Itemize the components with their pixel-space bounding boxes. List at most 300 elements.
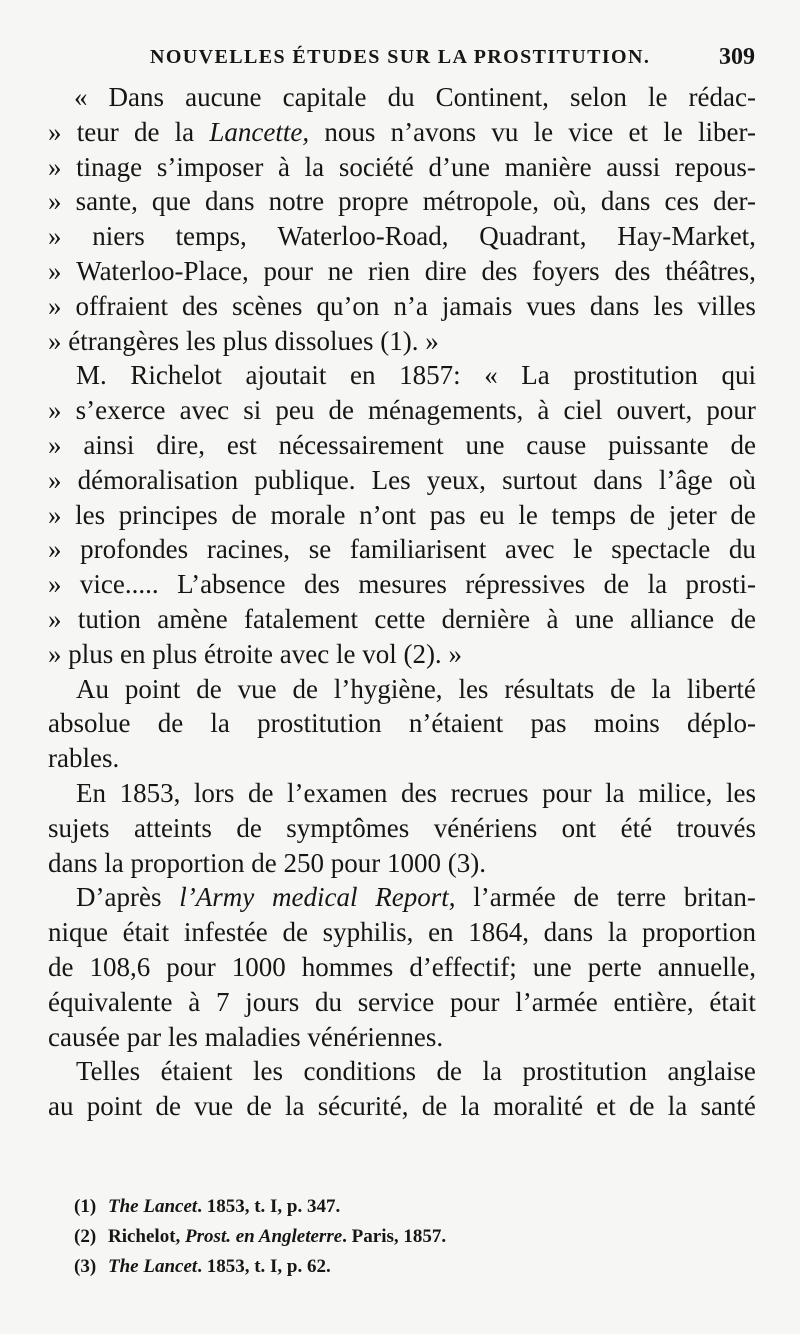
word: étroite bbox=[204, 638, 280, 669]
word: » bbox=[448, 638, 462, 669]
word: scènes bbox=[231, 290, 303, 321]
word: vice bbox=[568, 116, 614, 147]
word: à bbox=[537, 395, 550, 426]
footnote bbox=[74, 1222, 724, 1252]
word: s’imposer bbox=[156, 151, 264, 182]
page-number: 309 bbox=[719, 43, 755, 70]
word: morale bbox=[270, 499, 346, 530]
word: dans bbox=[543, 917, 594, 948]
word: dans bbox=[205, 186, 255, 217]
word: aussi bbox=[606, 151, 661, 182]
word: » bbox=[48, 116, 62, 147]
word: jours bbox=[245, 986, 300, 1017]
word: du bbox=[728, 534, 756, 565]
text-line bbox=[48, 532, 756, 567]
word: l’âge bbox=[658, 464, 713, 495]
word: temps, bbox=[175, 221, 247, 252]
word: se bbox=[308, 534, 332, 565]
word: milice, bbox=[638, 777, 713, 808]
word: La bbox=[521, 360, 550, 391]
word: sujets bbox=[48, 812, 110, 843]
word: pas bbox=[429, 499, 466, 530]
word: pour bbox=[706, 395, 756, 426]
word: point bbox=[124, 673, 181, 704]
word: qui bbox=[721, 360, 756, 391]
word: syphilis, bbox=[322, 917, 414, 948]
word: repous- bbox=[674, 151, 756, 182]
word: de bbox=[48, 951, 74, 982]
word: vénériennes. bbox=[307, 1021, 444, 1052]
word: » bbox=[48, 186, 62, 217]
word: vice..... bbox=[79, 569, 159, 600]
word: du bbox=[315, 986, 342, 1017]
text-line bbox=[48, 776, 756, 811]
word: » bbox=[48, 638, 69, 669]
word: des bbox=[303, 569, 340, 600]
word: vénériens bbox=[433, 812, 538, 843]
word: eu bbox=[479, 499, 505, 530]
word: manière bbox=[504, 151, 592, 182]
word: » bbox=[48, 255, 62, 286]
word: amène bbox=[157, 603, 228, 634]
word: l’armée bbox=[473, 882, 556, 913]
text-line bbox=[48, 150, 756, 185]
word: de bbox=[629, 499, 656, 530]
word: notre bbox=[268, 186, 325, 217]
word: était bbox=[122, 917, 170, 948]
text-line bbox=[48, 80, 756, 115]
word: medical bbox=[271, 882, 358, 913]
text-line bbox=[48, 1020, 756, 1055]
word: métropole, bbox=[422, 186, 539, 217]
word: fatalement bbox=[244, 603, 358, 634]
footnote bbox=[74, 1192, 724, 1222]
word: de bbox=[247, 777, 274, 808]
word: jamais bbox=[441, 290, 513, 321]
word: hommes bbox=[301, 951, 394, 982]
word: de bbox=[573, 882, 599, 913]
word: de bbox=[610, 673, 636, 704]
word: de bbox=[730, 499, 756, 530]
word: les bbox=[253, 1056, 284, 1087]
text-line bbox=[48, 393, 756, 428]
word: avec bbox=[279, 638, 336, 669]
word: pour bbox=[166, 951, 216, 982]
word: n’avons bbox=[390, 116, 477, 147]
text-line bbox=[48, 115, 756, 150]
word: Telles bbox=[76, 1056, 141, 1087]
word: des bbox=[614, 255, 651, 286]
word: 108,6 bbox=[89, 951, 151, 982]
word: Dans bbox=[108, 82, 165, 112]
word: ouvert, bbox=[616, 395, 693, 426]
word: principes bbox=[118, 499, 218, 530]
word: d’effectif; bbox=[409, 951, 517, 982]
word: étrangères bbox=[68, 325, 186, 356]
text-line bbox=[48, 637, 756, 672]
word: 1853, bbox=[119, 777, 181, 808]
word: des bbox=[481, 255, 518, 286]
word: « bbox=[74, 82, 88, 112]
body-text bbox=[48, 80, 756, 1124]
word: de bbox=[328, 395, 354, 426]
word: le bbox=[647, 82, 668, 112]
word: n’ont bbox=[359, 499, 417, 530]
word: la bbox=[647, 569, 668, 600]
word: peu bbox=[275, 395, 315, 426]
word: prosti- bbox=[685, 569, 756, 600]
word: « bbox=[484, 360, 498, 391]
word: dans bbox=[593, 464, 643, 495]
word: plus bbox=[222, 325, 275, 356]
word: les bbox=[185, 325, 223, 356]
word: ciel bbox=[563, 395, 603, 426]
word: publique. bbox=[254, 464, 356, 495]
word: au bbox=[48, 1091, 74, 1122]
word: Hay-Market, bbox=[617, 221, 756, 252]
word: profondes bbox=[80, 534, 189, 565]
word: de bbox=[196, 673, 222, 704]
text-line bbox=[48, 811, 756, 846]
word: théâtres, bbox=[665, 255, 756, 286]
text-line bbox=[48, 1054, 756, 1089]
word: Au bbox=[76, 673, 109, 704]
word: 1000 bbox=[231, 951, 286, 982]
word: puissante bbox=[608, 429, 709, 460]
word: et bbox=[628, 116, 649, 147]
word: santé bbox=[700, 1091, 756, 1122]
word: si bbox=[243, 395, 262, 426]
word: des bbox=[401, 777, 437, 808]
word: de bbox=[155, 1091, 181, 1122]
word: (1). bbox=[380, 325, 426, 356]
word: de bbox=[251, 847, 284, 878]
word: équivalente bbox=[48, 986, 173, 1017]
word: la bbox=[285, 1091, 305, 1122]
word: dans bbox=[600, 186, 651, 217]
word: prostitution bbox=[522, 1056, 647, 1087]
word: par bbox=[126, 1021, 168, 1052]
text-line bbox=[48, 672, 756, 707]
word: de bbox=[282, 917, 308, 948]
word: de bbox=[292, 673, 318, 704]
word: teur bbox=[76, 116, 119, 147]
footnote-text: The Lancet. 1853, t. I, p. 62. bbox=[108, 1256, 331, 1277]
word: avec bbox=[179, 395, 230, 426]
text-line bbox=[48, 428, 756, 463]
word: n’étaient bbox=[408, 708, 504, 739]
word: temps bbox=[551, 499, 617, 530]
word: infestée bbox=[183, 917, 268, 948]
word: L’absence bbox=[177, 569, 286, 600]
word: pas bbox=[530, 708, 567, 739]
word: » bbox=[48, 603, 62, 634]
word: que bbox=[151, 186, 191, 217]
word: de bbox=[133, 116, 160, 147]
word: pour bbox=[449, 986, 500, 1017]
word: de bbox=[436, 1056, 462, 1087]
word: capitale bbox=[282, 82, 367, 112]
word: foyers bbox=[532, 255, 600, 286]
text-line bbox=[48, 915, 756, 950]
word: est bbox=[226, 429, 257, 460]
word: » bbox=[48, 569, 62, 600]
word: » bbox=[48, 395, 62, 426]
word: terre bbox=[616, 882, 667, 913]
word: la bbox=[210, 708, 230, 739]
word: service bbox=[357, 986, 435, 1017]
word: cause bbox=[526, 429, 587, 460]
word: 7 bbox=[215, 986, 230, 1017]
word: 1857: bbox=[399, 360, 461, 391]
word: perte bbox=[587, 951, 642, 982]
word: qu’on bbox=[316, 290, 380, 321]
word: plus bbox=[152, 638, 205, 669]
word: en bbox=[120, 638, 153, 669]
word: » bbox=[48, 499, 62, 530]
word: d’une bbox=[428, 151, 490, 182]
word: » bbox=[48, 290, 62, 321]
word: une bbox=[574, 603, 614, 634]
text-line bbox=[48, 846, 756, 881]
word: de bbox=[157, 708, 184, 739]
word: des bbox=[181, 290, 218, 321]
footnote-text: Richelot, Prost. en Angleterre. Paris, 1857. bbox=[108, 1226, 447, 1247]
word: la bbox=[605, 777, 625, 808]
word: point bbox=[86, 1091, 143, 1122]
word: » bbox=[48, 429, 62, 460]
word: Richelot bbox=[130, 360, 222, 391]
word: Les bbox=[371, 464, 411, 495]
word: » bbox=[425, 325, 439, 356]
word: villes bbox=[697, 290, 756, 321]
word: entière, bbox=[613, 986, 694, 1017]
word: familiarisent bbox=[349, 534, 487, 565]
word: où bbox=[728, 464, 756, 495]
word: les bbox=[458, 673, 489, 704]
word: avec bbox=[505, 534, 555, 565]
text-line bbox=[48, 1089, 756, 1124]
word: ne bbox=[327, 255, 354, 286]
word: maladies bbox=[204, 1021, 308, 1052]
word: de bbox=[730, 429, 756, 460]
text-line bbox=[48, 324, 756, 359]
word: britan- bbox=[683, 882, 756, 913]
text-line bbox=[48, 880, 756, 915]
word: étaient bbox=[160, 1056, 233, 1087]
running-head bbox=[150, 40, 755, 74]
word: vu bbox=[491, 116, 519, 147]
text-line bbox=[48, 498, 756, 533]
word: démoralisation bbox=[77, 464, 239, 495]
word: de bbox=[730, 603, 756, 634]
text-line bbox=[48, 289, 756, 324]
word: dans bbox=[589, 290, 640, 321]
word: nous bbox=[324, 116, 376, 147]
word: » bbox=[48, 534, 62, 565]
text-line bbox=[48, 254, 756, 289]
word: (2). bbox=[403, 638, 449, 669]
word: symptômes bbox=[286, 812, 410, 843]
word: vue bbox=[194, 1091, 234, 1122]
word: n’a bbox=[393, 290, 428, 321]
running-title: NOUVELLES ÉTUDES SUR LA PROSTITUTION. bbox=[150, 45, 651, 68]
word: Continent, bbox=[435, 82, 549, 112]
word: le bbox=[573, 534, 593, 565]
word: Report, bbox=[375, 882, 456, 913]
word: de bbox=[629, 1091, 655, 1122]
word: » bbox=[48, 221, 62, 252]
word: alliance bbox=[630, 603, 715, 634]
word: résultats bbox=[504, 673, 595, 704]
footnote-marker: (1) bbox=[74, 1196, 97, 1217]
word: les bbox=[167, 1021, 205, 1052]
word: où, bbox=[553, 186, 587, 217]
word: ces bbox=[664, 186, 699, 217]
word: l’hygiène, bbox=[333, 673, 443, 704]
word: 1864, bbox=[468, 917, 529, 948]
footnote-marker: (3) bbox=[74, 1256, 97, 1277]
word: 1000 bbox=[386, 847, 448, 878]
word: atteints bbox=[133, 812, 212, 843]
word: mesures bbox=[358, 569, 447, 600]
text-line bbox=[48, 741, 756, 776]
word: racines, bbox=[206, 534, 291, 565]
word: la bbox=[304, 151, 325, 182]
word: Quadrant, bbox=[479, 221, 587, 252]
word: ménagements, bbox=[368, 395, 524, 426]
word: de bbox=[246, 1091, 272, 1122]
word: répressives bbox=[465, 569, 586, 600]
word: prostitution bbox=[573, 360, 698, 391]
text-line bbox=[48, 219, 756, 254]
word: le bbox=[518, 499, 538, 530]
word: de bbox=[421, 1091, 448, 1122]
word: plus bbox=[68, 638, 121, 669]
word: ajoutait bbox=[245, 360, 327, 391]
footnotes bbox=[74, 1192, 724, 1282]
word: la bbox=[104, 847, 131, 878]
word: proportion bbox=[641, 917, 756, 948]
word: offraient bbox=[75, 290, 168, 321]
word: Lancette, bbox=[209, 116, 310, 147]
word: » bbox=[48, 325, 69, 356]
word: sante, bbox=[75, 186, 138, 217]
footnote-marker: (2) bbox=[74, 1226, 97, 1247]
word: de bbox=[603, 569, 630, 600]
word: à bbox=[546, 603, 559, 634]
word: tution bbox=[77, 603, 141, 634]
word: moralité bbox=[493, 1091, 584, 1122]
word: » bbox=[48, 151, 62, 182]
word: la bbox=[607, 917, 628, 948]
word: » bbox=[48, 464, 62, 495]
word: selon bbox=[569, 82, 627, 112]
word: l’examen bbox=[286, 777, 388, 808]
word: rédac- bbox=[688, 82, 756, 112]
word: une bbox=[465, 429, 505, 460]
word: rien bbox=[367, 255, 410, 286]
word: pour bbox=[263, 255, 313, 286]
word: ainsi bbox=[83, 429, 135, 460]
word: la bbox=[482, 1056, 502, 1087]
word: liber- bbox=[698, 116, 756, 147]
word: spectacle bbox=[611, 534, 711, 565]
word: ont bbox=[561, 812, 597, 843]
word: vol bbox=[362, 638, 404, 669]
word: sécurité, bbox=[317, 1091, 409, 1122]
word: causée bbox=[48, 1021, 127, 1052]
word: trouvés bbox=[676, 812, 756, 843]
word: à bbox=[188, 986, 201, 1017]
word: En bbox=[76, 777, 106, 808]
word: Waterloo-Place, bbox=[76, 255, 249, 286]
word: tinage bbox=[76, 151, 143, 182]
word: aucune bbox=[185, 82, 262, 112]
word: conditions bbox=[303, 1056, 417, 1087]
word: les bbox=[75, 499, 106, 530]
word: 250 bbox=[283, 847, 331, 878]
word: surtout bbox=[502, 464, 578, 495]
word: à bbox=[277, 151, 290, 182]
word: dans bbox=[48, 847, 105, 878]
word: société bbox=[338, 151, 414, 182]
text-line bbox=[48, 602, 756, 637]
text-line bbox=[48, 706, 756, 741]
word: jeter bbox=[668, 499, 717, 530]
word: et bbox=[596, 1091, 616, 1122]
word: cette bbox=[374, 603, 426, 634]
text-line bbox=[48, 567, 756, 602]
word: Waterloo-Road, bbox=[277, 221, 449, 252]
word: déplo- bbox=[686, 708, 756, 739]
word: en bbox=[350, 360, 376, 391]
word: vues bbox=[526, 290, 576, 321]
word: une bbox=[532, 951, 572, 982]
word: dernière bbox=[441, 603, 531, 634]
word: le bbox=[335, 638, 363, 669]
word: (3). bbox=[447, 847, 486, 878]
text-line bbox=[48, 184, 756, 219]
word: annuelle, bbox=[657, 951, 756, 982]
word: dire, bbox=[156, 429, 205, 460]
word: lors bbox=[193, 777, 235, 808]
word: nique bbox=[48, 917, 108, 948]
word: proportion bbox=[130, 847, 252, 878]
text-line bbox=[48, 358, 756, 393]
footnote bbox=[74, 1252, 724, 1282]
text-line bbox=[48, 985, 756, 1020]
word: du bbox=[387, 82, 415, 112]
word: la bbox=[651, 673, 672, 704]
word: yeux, bbox=[426, 464, 486, 495]
word: le bbox=[663, 116, 683, 147]
word: en bbox=[428, 917, 454, 948]
word: de bbox=[231, 499, 257, 530]
word: les bbox=[726, 777, 756, 808]
word: anglaise bbox=[667, 1056, 756, 1087]
word: était bbox=[709, 986, 756, 1017]
word: M. bbox=[76, 360, 107, 391]
word: prostitution bbox=[257, 708, 382, 739]
word: dire bbox=[424, 255, 467, 286]
word: pour bbox=[330, 847, 387, 878]
word: D’après bbox=[76, 882, 162, 913]
word: rables. bbox=[48, 743, 120, 774]
word: liberté bbox=[686, 673, 756, 704]
word: der- bbox=[713, 186, 756, 217]
word: recrues bbox=[450, 777, 529, 808]
